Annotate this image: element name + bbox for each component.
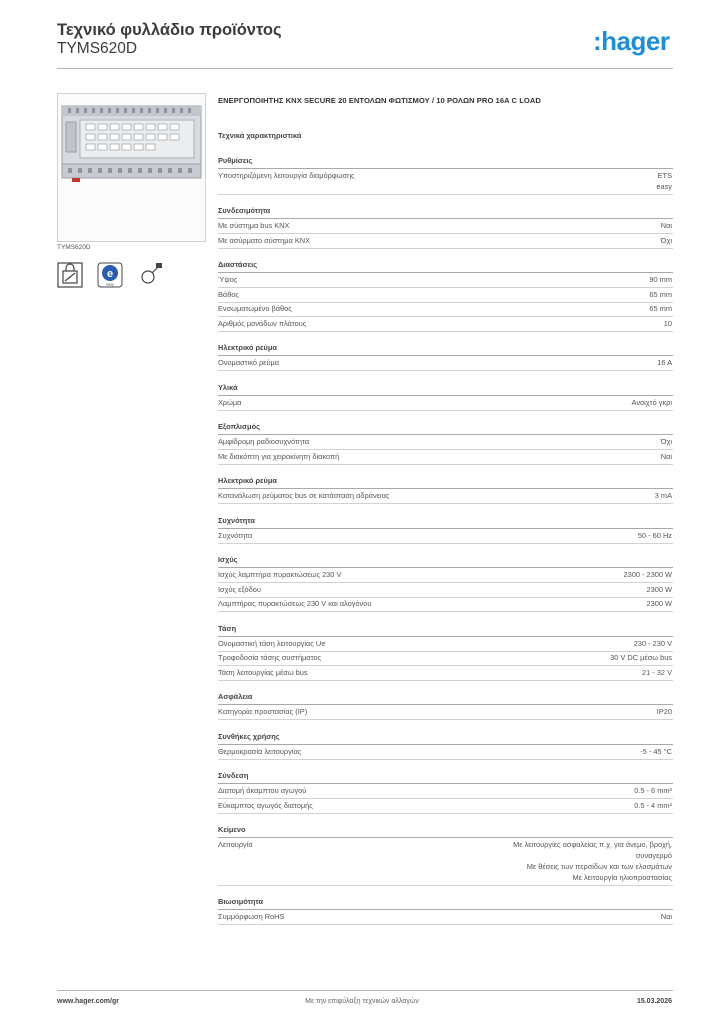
spec-label: Τάση λειτουργίας μέσω bus [218, 667, 308, 677]
row-divider [218, 302, 673, 303]
section-divider [218, 434, 673, 435]
spec-value: 21 - 32 V [642, 667, 672, 677]
row-divider [218, 680, 673, 681]
spec-value: συναγερμό [635, 851, 672, 860]
footer-date: 15.03.2026 [636, 998, 672, 1005]
specs-heading: Τεχνικά χαρακτηριστικά [218, 131, 302, 140]
section-title: Συνθήκες χρήσης [218, 731, 280, 741]
spec-value: Με λειτουργία ηλιοπροστασίας [572, 873, 672, 882]
section-divider [218, 837, 673, 838]
section-divider [218, 909, 673, 910]
spec-value: 0.5 - 6 mm² [634, 786, 672, 795]
spec-label: Αμφίδρομη ραδιοσυχνότητα [218, 437, 310, 446]
spec-label: Κατανάλωση ρεύματος bus σε κατάσταση αδράνειας [218, 491, 390, 500]
section-divider [218, 488, 673, 489]
spec-value: Ανοιχτό γκρι [631, 397, 672, 407]
row-divider [218, 597, 673, 598]
row-divider [218, 582, 673, 583]
section-divider [218, 783, 673, 784]
header-divider [57, 68, 673, 69]
section-title: Ασφάλεια [218, 692, 253, 701]
spec-value: Ναι [660, 451, 672, 461]
spec-value: 50 - 60 Hz [637, 530, 672, 540]
row-divider [218, 370, 673, 371]
product-full-title: ΕΝΕΡΓΟΠΟΙΗΤΗΣ KNX SECURE 20 ΕΝΤΟΛΩΝ ΦΩΤΙΣΜΟΥ / 10 ΡΟΛΩΝ PRO 16A C LOAD [218, 96, 541, 105]
spec-value: 2300 W [646, 584, 672, 594]
spec-label: Λειτουργία [218, 840, 253, 849]
spec-value: ETS [657, 171, 672, 180]
product-image [57, 93, 206, 242]
section-title: Διαστάσεις [218, 260, 258, 269]
section-title: Ηλεκτρικό ρεύμα [218, 343, 277, 352]
document-title: Τεχνικό φυλλάδιο προϊόντος [57, 21, 282, 39]
row-divider [218, 885, 673, 886]
spec-label: Αριθμός μονάδων πλάτους [218, 318, 307, 328]
knx-secure-icon [57, 262, 83, 288]
row-divider [218, 449, 673, 450]
hager-logo-text: :hager [593, 27, 670, 56]
spec-label: Ονομαστική τάση λειτουργίας Ue [218, 638, 326, 648]
section-title: Τάση [218, 623, 237, 633]
spec-label: Χρώμα [218, 397, 242, 407]
row-divider [218, 233, 673, 234]
row-divider [218, 719, 673, 720]
row-divider [218, 316, 673, 317]
row-divider [218, 651, 673, 652]
section-divider [218, 218, 673, 219]
footer-website-link[interactable]: www.hager.com/gr [57, 998, 119, 1005]
spec-label: Διατομή άκαμπτου αγωγού [218, 786, 307, 795]
section-title: Συχνότητα [218, 515, 255, 525]
row-divider [218, 464, 673, 465]
spec-label: Τροφοδοσία τάσης συστήματος [218, 653, 322, 662]
section-title: Υλικά [218, 382, 238, 392]
row-divider [218, 611, 673, 612]
spec-value: 65 mm [649, 289, 672, 299]
spec-value: 65 mm [649, 304, 672, 313]
product-code: TYMS620D [57, 40, 138, 57]
row-divider [218, 798, 673, 799]
section-title: Ρυθμίσεις [218, 156, 253, 165]
spec-value: easy [656, 182, 672, 191]
knx-wired-icon [137, 262, 163, 288]
spec-value: IP20 [656, 707, 672, 716]
row-divider [218, 813, 673, 814]
footer-divider [57, 990, 673, 991]
row-divider [218, 503, 673, 504]
section-divider [218, 355, 673, 356]
row-divider [218, 410, 673, 411]
section-divider [218, 272, 673, 273]
spec-value: Όχι [660, 235, 672, 245]
section-title: Συνδεσιμότητα [218, 206, 271, 215]
hager-logo [593, 27, 675, 57]
spec-label: Εύκαμπτος αγωγός διατομής [218, 800, 313, 810]
spec-label: Με διακόπτη για χειροκίνητη διακοπή [218, 451, 340, 461]
spec-value: 10 [663, 318, 672, 328]
section-divider [218, 168, 673, 169]
row-divider [218, 248, 673, 249]
spec-label: Υποστηριζόμενη λειτουργία διαμόρφωσης [218, 171, 355, 180]
spec-value: 230 - 230 V [633, 638, 672, 648]
section-title: Ισχύς [218, 555, 238, 564]
spec-value: 2300 W [646, 599, 672, 608]
spec-label: Ύψος [218, 275, 238, 284]
spec-value: 30 V DC μέσω bus [610, 653, 672, 662]
row-divider [218, 331, 673, 332]
spec-label: Ισχύς λαμπτήρα πυρακτώσεως 230 V [218, 570, 342, 579]
spec-value: Ναι [660, 221, 672, 230]
spec-value: 16 A [657, 358, 672, 367]
spec-label: Με ασύρματο σύστημα KNX [218, 235, 311, 245]
spec-value: Όχι [660, 437, 672, 446]
row-divider [218, 665, 673, 666]
spec-label: Θερμοκρασία λειτουργίας [218, 746, 302, 756]
section-title: Ηλεκτρικό ρεύμα [218, 476, 277, 485]
spec-value: 0.5 - 4 mm² [634, 800, 672, 810]
section-divider [218, 636, 673, 637]
spec-label: Βάθος [218, 289, 239, 299]
svg-text:e: e [106, 268, 114, 280]
spec-value: 3 mA [654, 491, 672, 500]
spec-label: Ενσωματωμένο βάθος [218, 304, 292, 313]
section-divider [218, 528, 673, 529]
spec-label: Συχνότητα [218, 530, 253, 540]
section-title: Σύνδεση [218, 771, 249, 780]
product-image-caption: TYMS620D [57, 244, 91, 251]
spec-value: 2300 - 2300 W [623, 570, 672, 579]
spec-label: Με σύστημα bus KNX [218, 221, 290, 230]
easy-badge-label: easy [106, 282, 114, 287]
spec-value: Με λειτουργίες ασφαλείας π.χ. για άνεμο, βροχή, [513, 840, 672, 849]
section-divider [218, 395, 673, 396]
section-title: Κείμενο [218, 825, 246, 834]
section-title: Εξοπλισμός [218, 422, 260, 431]
spec-label: Κατηγορία προστασίας (IP) [218, 707, 308, 716]
din-rail-device-illustration [58, 94, 205, 241]
section-divider [218, 704, 673, 705]
easy-configuration-icon [97, 262, 123, 288]
spec-label: Συμμόρφωση RoHS [218, 912, 285, 921]
row-divider [218, 759, 673, 760]
spec-value: -5 - 45 °C [640, 746, 672, 756]
section-divider [218, 567, 673, 568]
section-title: Βιωσιμότητα [218, 897, 264, 906]
spec-label: Ονομαστικό ρεύμα [218, 358, 280, 367]
spec-value: Ναι [660, 912, 672, 921]
row-divider [218, 194, 673, 195]
section-divider [218, 744, 673, 745]
row-divider [218, 924, 673, 925]
spec-label: Λαμπτήρας πυρακτώσεως 230 V και αλογόνου [218, 599, 372, 608]
spec-label: Ισχύς εξόδου [218, 584, 261, 594]
spec-value: Με θέσεις των περσίδων και των ελασμάτων [526, 862, 672, 871]
spec-value: 90 mm [649, 275, 672, 284]
footer-notice: Με την επιφύλαξη τεχνικών αλλαγών [305, 998, 419, 1005]
row-divider [218, 287, 673, 288]
row-divider [218, 543, 673, 544]
